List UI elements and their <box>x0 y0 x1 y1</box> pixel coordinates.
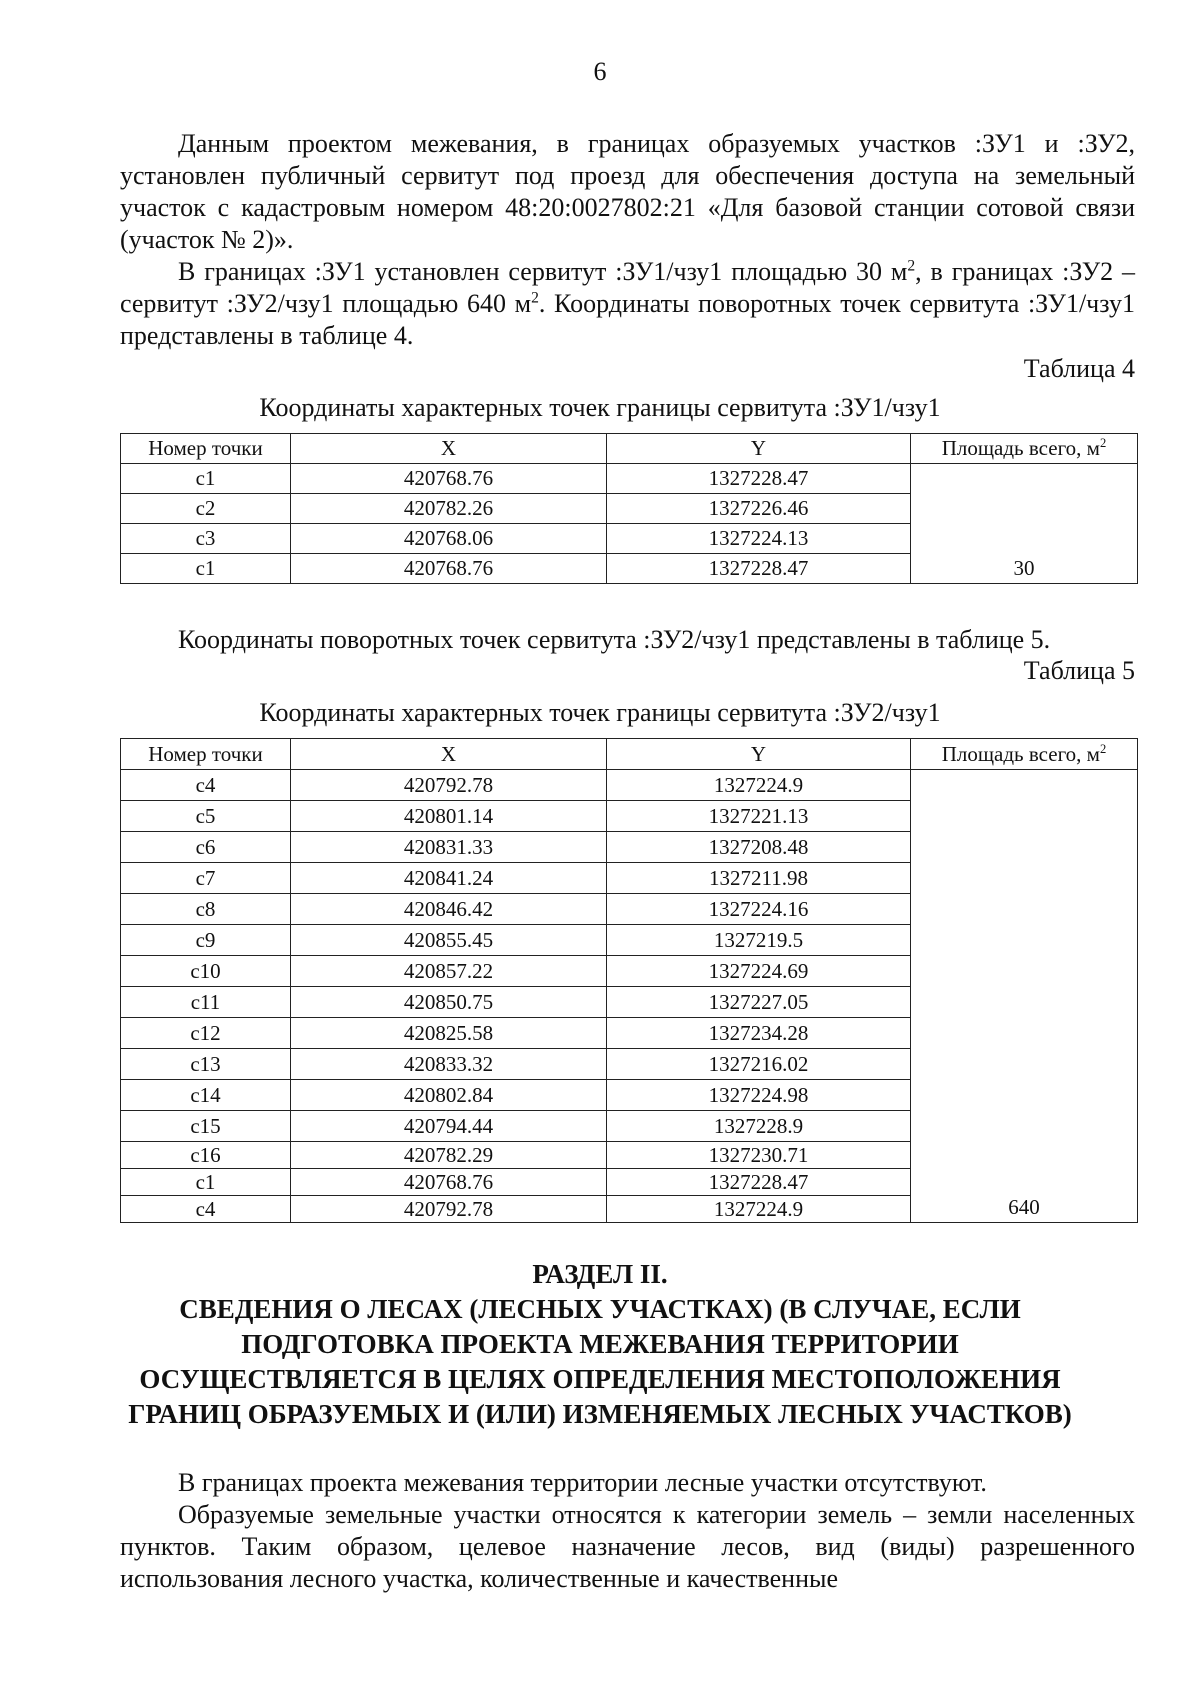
cell-x: 420768.06 <box>291 524 607 554</box>
table5-label: Таблица 5 <box>1023 656 1135 685</box>
cell-y: 1327219.5 <box>607 925 911 956</box>
cell-x: 420825.58 <box>291 1018 607 1049</box>
cell-y: 1327228.47 <box>607 1169 911 1196</box>
superscript-unit: 2 <box>531 289 539 307</box>
section-title-line: ГРАНИЦ ОБРАЗУЕМЫХ И (ИЛИ) ИЗМЕНЯЕМЫХ ЛЕСНЫХ УЧАСТКОВ) <box>128 1399 1072 1429</box>
cell-y: 1327224.9 <box>607 1196 911 1223</box>
header-point-number: Номер точки <box>121 434 291 464</box>
cell-point-number: с6 <box>121 832 291 863</box>
table5-coordinates <box>120 738 1138 1223</box>
superscript-unit: 2 <box>907 257 916 275</box>
header-area <box>911 434 1138 464</box>
paragraph-text-part: В границах :ЗУ1 установлен сервитут :ЗУ1/чзу1 площадью 30 м <box>178 257 908 286</box>
cell-y: 1327230.71 <box>607 1142 911 1169</box>
table-row <box>121 464 1138 494</box>
cell-point-number: с7 <box>121 863 291 894</box>
cell-x: 420802.84 <box>291 1080 607 1111</box>
cell-y: 1327221.13 <box>607 801 911 832</box>
table5-caption: Координаты характерных точек границы сервитута :ЗУ2/чзу1 <box>259 698 941 727</box>
cell-y: 1327216.02 <box>607 1049 911 1080</box>
table-header-row <box>121 434 1138 464</box>
page-number: 6 <box>593 57 607 86</box>
paragraph-servitude-areas <box>120 256 1135 352</box>
table4-label: Таблица 4 <box>1023 354 1135 383</box>
cell-area-total: 640 <box>911 770 1138 1223</box>
cell-point-number: с16 <box>121 1142 291 1169</box>
cell-y: 1327227.05 <box>607 987 911 1018</box>
cell-point-number: с4 <box>121 770 291 801</box>
paragraph-land-category: Образуемые земельные участки относятся к категории земель – земли населенных пунктов. Таким образом, целевое назначение лесов, вид (виды) разрешенного использования лесного участка, количественные и качественные <box>120 1500 1135 1593</box>
table-header-row <box>121 739 1138 770</box>
cell-point-number: с4 <box>121 1196 291 1223</box>
cell-y: 1327228.47 <box>607 554 911 584</box>
header-area-label: Площадь всего, м <box>941 436 1100 460</box>
cell-y: 1327226.46 <box>607 494 911 524</box>
cell-point-number: с15 <box>121 1111 291 1142</box>
section-title-line: СВЕДЕНИЯ О ЛЕСАХ (ЛЕСНЫХ УЧАСТКАХ) (В СЛУЧАЕ, ЕСЛИ <box>179 1294 1021 1324</box>
section-title-line: ОСУЩЕСТВЛЯЕТСЯ В ЦЕЛЯХ ОПРЕДЕЛЕНИЯ МЕСТОПОЛОЖЕНИЯ <box>139 1364 1061 1394</box>
cell-point-number: с1 <box>121 554 291 584</box>
cell-x: 420831.33 <box>291 832 607 863</box>
cell-x: 420850.75 <box>291 987 607 1018</box>
cell-point-number: с11 <box>121 987 291 1018</box>
cell-y: 1327228.9 <box>607 1111 911 1142</box>
cell-x: 420841.24 <box>291 863 607 894</box>
cell-y: 1327224.9 <box>607 770 911 801</box>
section-title <box>0 1257 1200 1432</box>
cell-y: 1327224.16 <box>607 894 911 925</box>
cell-y: 1327224.69 <box>607 956 911 987</box>
header-y: Y <box>607 739 911 770</box>
header-x: X <box>291 739 607 770</box>
cell-x: 420768.76 <box>291 1169 607 1196</box>
cell-point-number: с12 <box>121 1018 291 1049</box>
cell-point-number: с14 <box>121 1080 291 1111</box>
cell-y: 1327228.47 <box>607 464 911 494</box>
table-row <box>121 770 1138 801</box>
cell-point-number: с10 <box>121 956 291 987</box>
section-title-line: РАЗДЕЛ II. <box>532 1259 668 1289</box>
header-point-number: Номер точки <box>121 739 291 770</box>
cell-x: 420794.44 <box>291 1111 607 1142</box>
cell-x: 420782.29 <box>291 1142 607 1169</box>
cell-point-number: с5 <box>121 801 291 832</box>
cell-point-number: с8 <box>121 894 291 925</box>
cell-point-number: с1 <box>121 1169 291 1196</box>
cell-x: 420792.78 <box>291 770 607 801</box>
cell-x: 420801.14 <box>291 801 607 832</box>
cell-x: 420857.22 <box>291 956 607 987</box>
cell-y: 1327234.28 <box>607 1018 911 1049</box>
cell-point-number: с1 <box>121 464 291 494</box>
cell-y: 1327224.98 <box>607 1080 911 1111</box>
header-area-label: Площадь всего, м <box>941 742 1100 766</box>
cell-point-number: с9 <box>121 925 291 956</box>
superscript-unit: 2 <box>1099 742 1107 756</box>
cell-point-number: с13 <box>121 1049 291 1080</box>
cell-x: 420792.78 <box>291 1196 607 1223</box>
cell-x: 420833.32 <box>291 1049 607 1080</box>
table4-coordinates <box>120 433 1138 584</box>
cell-y: 1327208.48 <box>607 832 911 863</box>
cell-y: 1327211.98 <box>607 863 911 894</box>
cell-y: 1327224.13 <box>607 524 911 554</box>
header-y: Y <box>607 434 911 464</box>
cell-x: 420855.45 <box>291 925 607 956</box>
header-area <box>911 739 1138 770</box>
table4-caption: Координаты характерных точек границы сервитута :ЗУ1/чзу1 <box>259 393 941 422</box>
cell-x: 420768.76 <box>291 464 607 494</box>
paragraph-no-forest: В границах проекта межевания территории лесные участки отсутствуют. <box>178 1468 987 1497</box>
cell-x: 420768.76 <box>291 554 607 584</box>
paragraph-table5-intro: Координаты поворотных точек сервитута :ЗУ2/чзу1 представлены в таблице 5. <box>178 625 1051 654</box>
paragraph-text-part: , в границах :ЗУ2 – сервитут :ЗУ2/чзу1 площадью 640 м <box>120 257 1135 318</box>
section-title-line: ПОДГОТОВКА ПРОЕКТА МЕЖЕВАНИЯ ТЕРРИТОРИИ <box>241 1329 959 1359</box>
superscript-unit: 2 <box>1099 436 1107 450</box>
cell-point-number: с3 <box>121 524 291 554</box>
cell-point-number: с2 <box>121 494 291 524</box>
paragraph-servitude-intro: Данным проектом межевания, в границах образуемых участков :ЗУ1 и :ЗУ2, установлен публичный сервитут под проезд для обеспечения доступа на земельный участок с кадастровым номером 48:20:0027802:21 «Для базовой станции сотовой связи (участок № 2)». <box>120 129 1135 254</box>
cell-x: 420782.26 <box>291 494 607 524</box>
cell-area-total: 30 <box>911 464 1138 584</box>
header-x: X <box>291 434 607 464</box>
cell-x: 420846.42 <box>291 894 607 925</box>
paragraph-text-part: . Координаты поворотных точек сервитута :ЗУ1/чзу1 представлены в таблице 4. <box>120 289 1135 350</box>
